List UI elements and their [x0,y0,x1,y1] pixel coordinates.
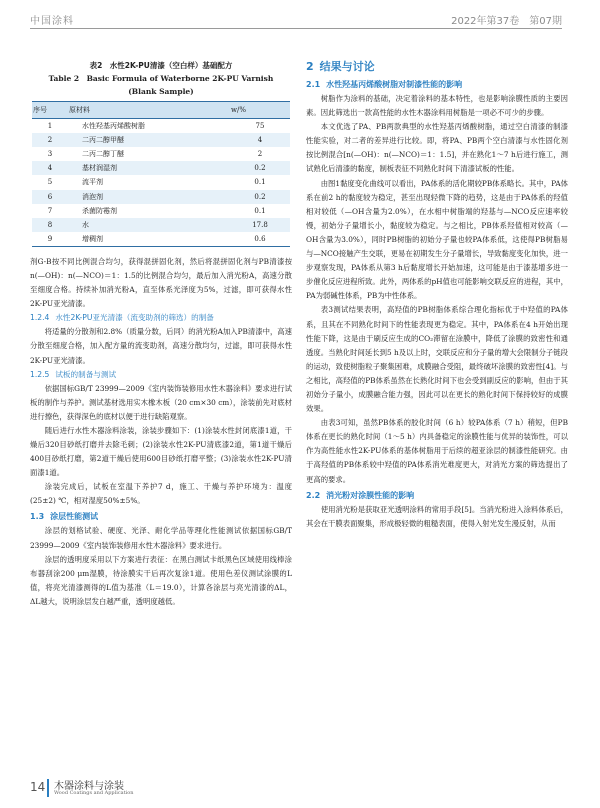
paragraph: 涂层的透明度采用以下方案进行表征：在黑白测试卡纸黑色区域使用线棒涂布器刮涂200 μm湿膜，待涂膜实干后再次复涂1道。使用色差仪测试涂膜的L值，将亮光清漆测得的L值为基准（L＝19.0），计算各涂层与亮光清漆的ΔL，ΔL越大，说明涂层发白越严重，透明度越低。 [30,554,292,606]
section-heading-2-2: 2.2 消光粉对涂膜性能的影响 [306,490,415,500]
paragraph: 由表3可知，虽然PB体系的胶化时间（6 h）较PA体系（7 h）稍短，但PB体系在更长的熟化时间（1～5 h）内具备稳定的涂膜性能与优异的装饰性，可以作为高性能水性2K-PU体系的基体树脂用于后续的超亚涂层的制漆性能研究。由于高羟值的PB体系较中羟值的PA体系消光难度更大，对消光方案的筛选提出了更高的要求。 [306,418,568,484]
table-row: 2 二丙二醇甲醚 4 [32,133,290,147]
table-caption-cn: 表2 水性2K-PU清漆（空白样）基础配方 [89,61,233,70]
header-rule [30,28,562,29]
table-row: 5 流平剂 0.1 [47,178,266,187]
table-row: 4 基材润湿剂 0.2 [32,161,290,175]
page-number: 14 [30,780,46,794]
table-header-no: 序号 [32,102,68,119]
paragraph: 涂层的划格试验、硬度、光泽、耐化学品等理化性能测试依据国标GB/T 23999—2009《室内装饰装修用水性木器涂料》要求进行。 [30,526,292,550]
right-column [306,58,568,531]
issue-info: 2022年第37卷 第07期 [451,16,562,27]
footer-journal-en: Wood Coatings and Application [54,790,134,796]
section-heading-1-2-4: 1.2.4 水性2K-PU亚光清漆（流变助剂的筛选）的制备 [30,313,214,323]
table-row: 7 杀菌防霉剂 0.1 [47,206,266,215]
paragraph: 剂G-B按不同比例混合均匀，获得混拼固化剂，然后将混拼固化剂与PB清漆按n(—OH)：n(—NCO)＝1：1.5的比例混合均匀，最后加入消光粉A，高速分散至细度合格。持续补加消光粉A，直至体系光泽度为5%，过滤，即可获得水性2K-PU亚光清漆。 [30,256,292,309]
table-header-wt: w/% [230,102,290,119]
paragraph: 使用消光粉是获取亚光透明涂料的常用手段[5]。当消光粉进入涂料体系后，其会在干膜表面聚集，形成极轻微的粗糙表面，使得入射光发生漫反射，从而 [306,504,568,528]
table-row: 6 消泡剂 0.2 [32,190,290,204]
paragraph: 将适量的分散剂和2.8%（质量分数，后同）的消光粉A加入PB清漆中，高速分散至细度合格，加入配方量的流变助剂，高速分散均匀，过滤，即可获得水性2K-PU亚光清漆。 [30,327,292,365]
paragraph: 表3测试结果表明，高羟值的PB树脂体系综合理化指标优于中羟值的PA体系，且其在不同熟化时间下的性能表现更为稳定。其中，PA体系在4 h开始出现性能下降，这是由于刷反应生成的CO₂滞留在涂膜中，降低了涂膜的致密性和通透度。当熟化时间延长到5 h及以上时，交联反应和分子量的增大会限制分子链段的运动，致使树脂粒子聚集困难，成膜融合受阻，最终破坏涂膜的致密性[4]。与之相比，高羟值的PB体系虽然在长熟化时间下也会受到副反应的影响，但由于其初始分子量小，成膜融合能力强，因此可以在更长的熟化时间下保持较好的成膜效果。 [306,305,568,414]
paragraph: 随后进行水性木器涂料涂装，涂装步骤如下：(1)涂装水性封闭底漆1道，干燥后320目砂纸打磨并去除毛刺；(2)涂装水性2K-PU清底漆2道，第1道干燥后400目砂纸打磨，第2道干燥后使用600目砂纸打磨平整；(3)涂装水性2K-PU清面漆1道。 [30,425,292,478]
footer-journal-cn: 木器涂料与涂装 [54,781,124,792]
page-footer [30,776,230,800]
left-column [30,58,292,609]
table-row: 3 二丙二醇丁醚 2 [47,150,263,159]
formula-table [32,101,290,247]
page-header [0,0,600,32]
table-caption-en: Table 2 Basic Formula of Waterborne 2K-PU Varnish [48,74,274,83]
table-row: 1 水性羟基丙烯酸树脂 75 [47,122,265,131]
paragraph: 树脂作为涂料的基础，决定着涂料的基本特性，也是影响涂膜性质的主要因素。因此筛选出一款高性能的水性木器涂料用树脂是一项必不可少的步骤。 [306,94,568,118]
section-heading-2: 2 结果与讨论 [306,60,375,73]
table-row: 8 水 17.8 [32,218,290,232]
table-row: 9 增稠剂 0.6 [32,232,290,247]
section-heading-1-2-5: 1.2.5 试板的制备与测试 [30,369,117,379]
paragraph: 由图1黏度变化曲线可以看出，PA体系的活化期较PB体系略长。其中，PA体系在前2 h的黏度较为稳定，甚至出现轻微下降的趋势，这是由于PA体系的羟值相对较低（—OH含量为2.0%），在水相中树脂端的羟基与—NCO反应速率较慢，初始分子量增长小，黏度较为稳定。与之相比，PB体系羟值相对较高（—OH含量为3.0%），同时PB树脂的初始分子量也较PA体系低，这使得PB树脂易与—NCO接触产生交联，更易在初期发生分子量增长，导致黏度变化加快，进一步观察发现，PA体系从第3 h后黏度增长开始加速，这可能是由于漆基增多进一步催化反应进程所致。此外，两体系的pH值也可能影响交联反应的进程，其中，PA为弱碱性体系，PB为中性体系。 [306,178,568,301]
footer-divider [47,779,49,797]
paragraph: 涂装完成后，试板在室温下养护7 d，施工、干燥与养护环境为：温度(25±2) ℃，相对湿度50%±5%。 [30,482,292,506]
paragraph: 依据国标GB/T 23999—2009《室内装饰装修用水性木器涂料》要求进行试板的制作与养护。测试基材选用实木橡木板（20 cm×30 cm），涂装前先对底材进行擦色，获得深色的底材以便于进行缺陷观察。 [30,383,292,421]
paragraph: 本文优选了PA、PB两款典型的水性羟基丙烯酸树脂，通过空白清漆的制漆性能实验，对二者的差异进行比较。即，将PA、PB两个空白清漆与水性固化剂按比例混合[n(—OH)：n(—NCO)＝1：1.5]，并在熟化1～7 h后进行施工，测试熟化后清漆的黏度，制板表征不同熟化时间下清漆试板的性能。 [306,122,568,174]
table-caption-en-2: (Blank Sample) [128,87,194,96]
table-header-material: 原材料 [68,102,230,119]
section-heading-2-1: 2.1 水性羟基丙烯酸树脂对制漆性能的影响 [306,80,463,89]
section-heading-1-3: 1.3 涂层性能测试 [30,512,99,522]
journal-name: 中国涂料 [30,16,74,27]
